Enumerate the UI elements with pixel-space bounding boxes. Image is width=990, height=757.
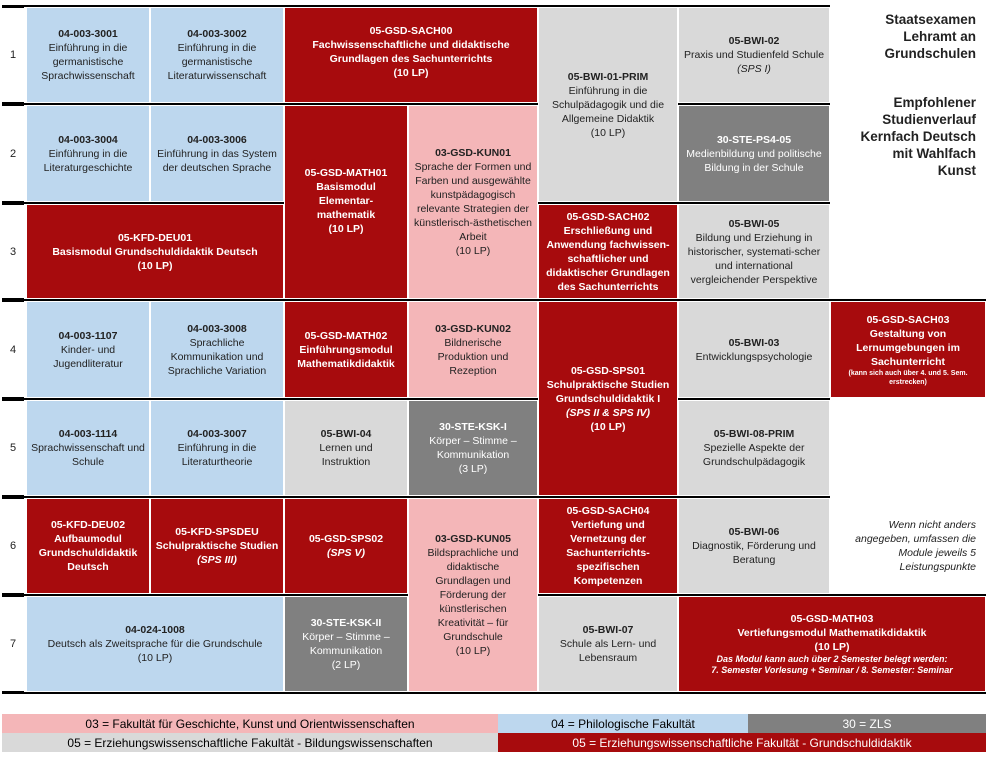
legend-item: 05 = Erziehungswissenschaftliche Fakultät - Bildungswissenschaften — [2, 733, 498, 752]
module-title: Lernen und Instruktion — [319, 442, 373, 468]
module-extra: (SPS V) — [327, 547, 365, 559]
row-number: 7 — [2, 596, 24, 692]
module-title: Vertiefungsmodul Mathematikdidaktik — [737, 627, 927, 639]
row-divider — [2, 692, 986, 694]
module-title: Einführung in die germanistische Literaturwissenschaft — [167, 42, 267, 82]
module-code: 04-003-3001 — [58, 28, 118, 40]
module-cell — [678, 301, 830, 398]
module-cell — [538, 498, 678, 594]
module-cell — [150, 301, 284, 398]
module-cell — [284, 105, 408, 299]
module-cell — [150, 400, 284, 496]
module-code: 03-GSD-KUN02 — [435, 322, 511, 335]
module-cell — [26, 7, 150, 103]
module-title: Einführung in die Literaturgeschichte — [43, 147, 133, 174]
module-title: Einführung in die Schulpädagogik und die Allgemeine Didaktik — [551, 84, 665, 125]
module-code: 03-GSD-KUN05 — [435, 533, 511, 545]
module-title: Erschließung und Anwendung fachwissen-schaftlicher und didaktischer Grundlagen des Sachunterrichts — [546, 224, 670, 293]
module-title: Entwicklungspsychologie — [695, 350, 813, 363]
module-title: Schulpraktische Studien Grundschuldidaktik I — [546, 378, 670, 405]
module-code: 05-BWI-02 — [728, 35, 780, 47]
module-title: Basismodul Grundschuldidaktik Deutsch — [52, 245, 258, 258]
module-title: Körper – Stimme – Kommunikation — [429, 435, 517, 461]
module-code: 05-BWI-05 — [728, 217, 780, 230]
module-title: Sprache der Formen und Farben und ausgewählte kunstpädagogisch relevante Strategien der künstlerisch-ästhetischen Arbeit — [414, 161, 532, 243]
module-cell — [678, 498, 830, 594]
credits-note: Wenn nicht anders angegeben, umfassen die Module jeweils 5 Leistungspunkte — [855, 519, 976, 573]
module-cell — [26, 301, 150, 398]
module-title: Einführung in die germanistische Sprachwissenschaft — [41, 42, 135, 82]
module-cell — [830, 301, 986, 398]
module-code: 05-KFD-SPSDEU — [175, 526, 259, 538]
module-title: Aufbaumodul Grundschuldidaktik Deutsch — [38, 533, 138, 573]
module-cell — [284, 498, 408, 594]
module-cell — [678, 105, 830, 202]
module-title: Schule als Lern- und Lebensraum — [559, 638, 657, 664]
module-code: 05-BWI-01-PRIM — [567, 70, 649, 83]
module-credits: (10 LP) — [590, 420, 626, 433]
module-extra: (SPS III) — [197, 554, 237, 566]
module-code: 05-GSD-SACH03 — [866, 313, 950, 326]
module-code: 05-BWI-03 — [728, 336, 780, 349]
module-cell — [150, 498, 284, 594]
module-title: Sprachwissenschaft und Schule — [31, 442, 145, 468]
module-credits: (2 LP) — [331, 659, 361, 671]
module-title: Einführung in die Literaturtheorie — [177, 442, 257, 468]
module-code: 04-003-3007 — [187, 428, 247, 440]
module-cell — [26, 498, 150, 594]
module-cell — [538, 204, 678, 299]
module-footnote: 7. Semester Vorlesung + Seminar / 8. Semester: Seminar — [711, 665, 953, 675]
module-credits: (10 LP) — [455, 645, 491, 657]
row-number: 1 — [2, 7, 24, 103]
module-code: 05-GSD-SPS02 — [308, 533, 384, 545]
module-code: 05-GSD-MATH02 — [304, 329, 388, 342]
module-code: 30-STE-KSK-II — [310, 617, 382, 629]
module-title: Körper – Stimme – Kommunikation — [302, 631, 390, 657]
module-code: 05-GSD-SACH00 — [369, 25, 453, 37]
legend-item: 05 = Erziehungswissenschaftliche Fakultät - Grundschuldidaktik — [498, 733, 986, 752]
module-code: 05-GSD-SACH04 — [566, 505, 650, 517]
module-title: Einführungsmodul Mathematikdidaktik — [297, 343, 395, 370]
module-cell — [408, 498, 538, 692]
row-number: 5 — [2, 400, 24, 496]
module-cell — [678, 596, 986, 692]
module-cell — [678, 7, 830, 103]
module-title: Deutsch als Zweitsprache für die Grundschule — [47, 638, 263, 650]
module-credits: (10 LP) — [328, 223, 364, 235]
module-code: 30-STE-KSK-I — [439, 421, 507, 433]
module-credits: (10 LP) — [393, 67, 429, 79]
module-code: 04-003-3006 — [187, 133, 247, 146]
module-title: Schulpraktische Studien — [155, 540, 279, 552]
module-code: 03-GSD-KUN01 — [435, 147, 511, 159]
module-title: Praxis und Studienfeld Schule — [683, 49, 825, 61]
module-credits: (10 LP) — [455, 245, 491, 257]
module-code: 05-KFD-DEU02 — [50, 519, 126, 531]
module-code: 04-003-1107 — [58, 329, 118, 342]
module-cell — [538, 301, 678, 496]
module-cell — [26, 204, 284, 299]
module-title: Bildsprachliche und didaktische Grundlagen und Förderung der künstlerischen Kreativität – für Grundschule — [427, 547, 519, 643]
module-title: Diagnostik, Förderung und Beratung — [692, 540, 816, 566]
module-title: Gestaltung von Lernumgebungen im Sachunterricht — [856, 327, 960, 368]
module-title: Bildnerische Produktion und Rezeption — [437, 336, 509, 377]
module-cell — [150, 105, 284, 202]
module-code: 05-BWI-08-PRIM — [713, 428, 795, 440]
page-title: Staatsexamen Lehramt an Grundschulen — [884, 12, 976, 61]
module-code: 05-BWI-07 — [582, 624, 634, 636]
module-cell — [26, 105, 150, 202]
module-code: 05-GSD-SPS01 — [570, 364, 646, 377]
module-code: 04-024-1008 — [125, 624, 185, 636]
row-number: 3 — [2, 204, 24, 299]
row-number: 2 — [2, 105, 24, 202]
module-cell — [408, 400, 538, 496]
module-title: Bildung und Erziehung in historischer, systemati-scher und international vergleichender Perspektive — [687, 231, 821, 286]
module-code: 04-003-3004 — [58, 133, 118, 146]
module-title: Spezielle Aspekte der Grundschulpädagogik — [702, 442, 806, 468]
module-cell — [26, 596, 284, 692]
module-code: 05-GSD-MATH01 — [304, 167, 388, 179]
page-subtitle: Empfohlener Studienverlauf Kernfach Deutsch mit Wahlfach Kunst — [860, 95, 976, 178]
row-number: 6 — [2, 498, 24, 594]
module-cell — [284, 7, 538, 103]
legend-item: 30 = ZLS — [748, 714, 986, 733]
module-title: Fachwissenschaftliche und didaktische Grundlagen des Sachunterrichts — [312, 39, 510, 65]
legend-item: 04 = Philologische Fakultät — [498, 714, 748, 733]
module-cell — [284, 301, 408, 398]
module-credits: (10 LP) — [590, 126, 626, 139]
module-title: Einführung in das System der deutschen Sprache — [157, 147, 277, 174]
module-code: 04-003-1114 — [58, 428, 118, 440]
module-code: 30-STE-PS4-05 — [716, 133, 792, 146]
module-cell — [284, 400, 408, 496]
module-credits: (10 LP) — [137, 259, 173, 272]
module-footnote: (kann sich auch über 4. und 5. Sem. erstrecken) — [848, 369, 968, 386]
module-code: 04-003-3002 — [187, 28, 247, 40]
module-cell — [26, 400, 150, 496]
module-extra: (SPS I) — [737, 63, 771, 75]
module-title: Sprachliche Kommunikation und Sprachliche Variation — [167, 336, 267, 377]
module-title: Medienbildung und politische Bildung in der Schule — [686, 147, 822, 174]
module-title: Basismodul Elementar-mathematik — [316, 181, 376, 221]
module-cell — [408, 105, 538, 299]
module-title: Kinder- und Jugendliteratur — [53, 343, 123, 370]
module-code: 05-BWI-06 — [728, 526, 780, 538]
module-footnote: Das Modul kann auch über 2 Semester belegt werden: — [716, 654, 948, 664]
module-code: 05-BWI-04 — [320, 428, 372, 440]
module-title: Vertiefung und Vernetzung der Sachunterrichts-spezifischen Kompetenzen — [566, 519, 650, 587]
module-code: 04-003-3008 — [187, 322, 247, 335]
module-cell — [678, 400, 830, 496]
module-extra: (SPS II & SPS IV) — [565, 406, 651, 419]
module-cell — [538, 7, 678, 202]
module-code: 05-GSD-SACH02 — [566, 210, 650, 223]
module-code: 05-GSD-MATH03 — [790, 613, 874, 625]
legend-item: 03 = Fakultät für Geschichte, Kunst und Orientwissenschaften — [2, 714, 498, 733]
module-cell — [538, 596, 678, 692]
module-cell — [284, 596, 408, 692]
module-credits: (10 LP) — [137, 652, 173, 664]
module-code: 05-KFD-DEU01 — [117, 231, 193, 244]
module-cell — [678, 204, 830, 299]
module-cell — [408, 301, 538, 398]
module-credits: (10 LP) — [814, 641, 850, 653]
row-number: 4 — [2, 301, 24, 398]
module-cell — [150, 7, 284, 103]
module-credits: (3 LP) — [458, 463, 488, 475]
